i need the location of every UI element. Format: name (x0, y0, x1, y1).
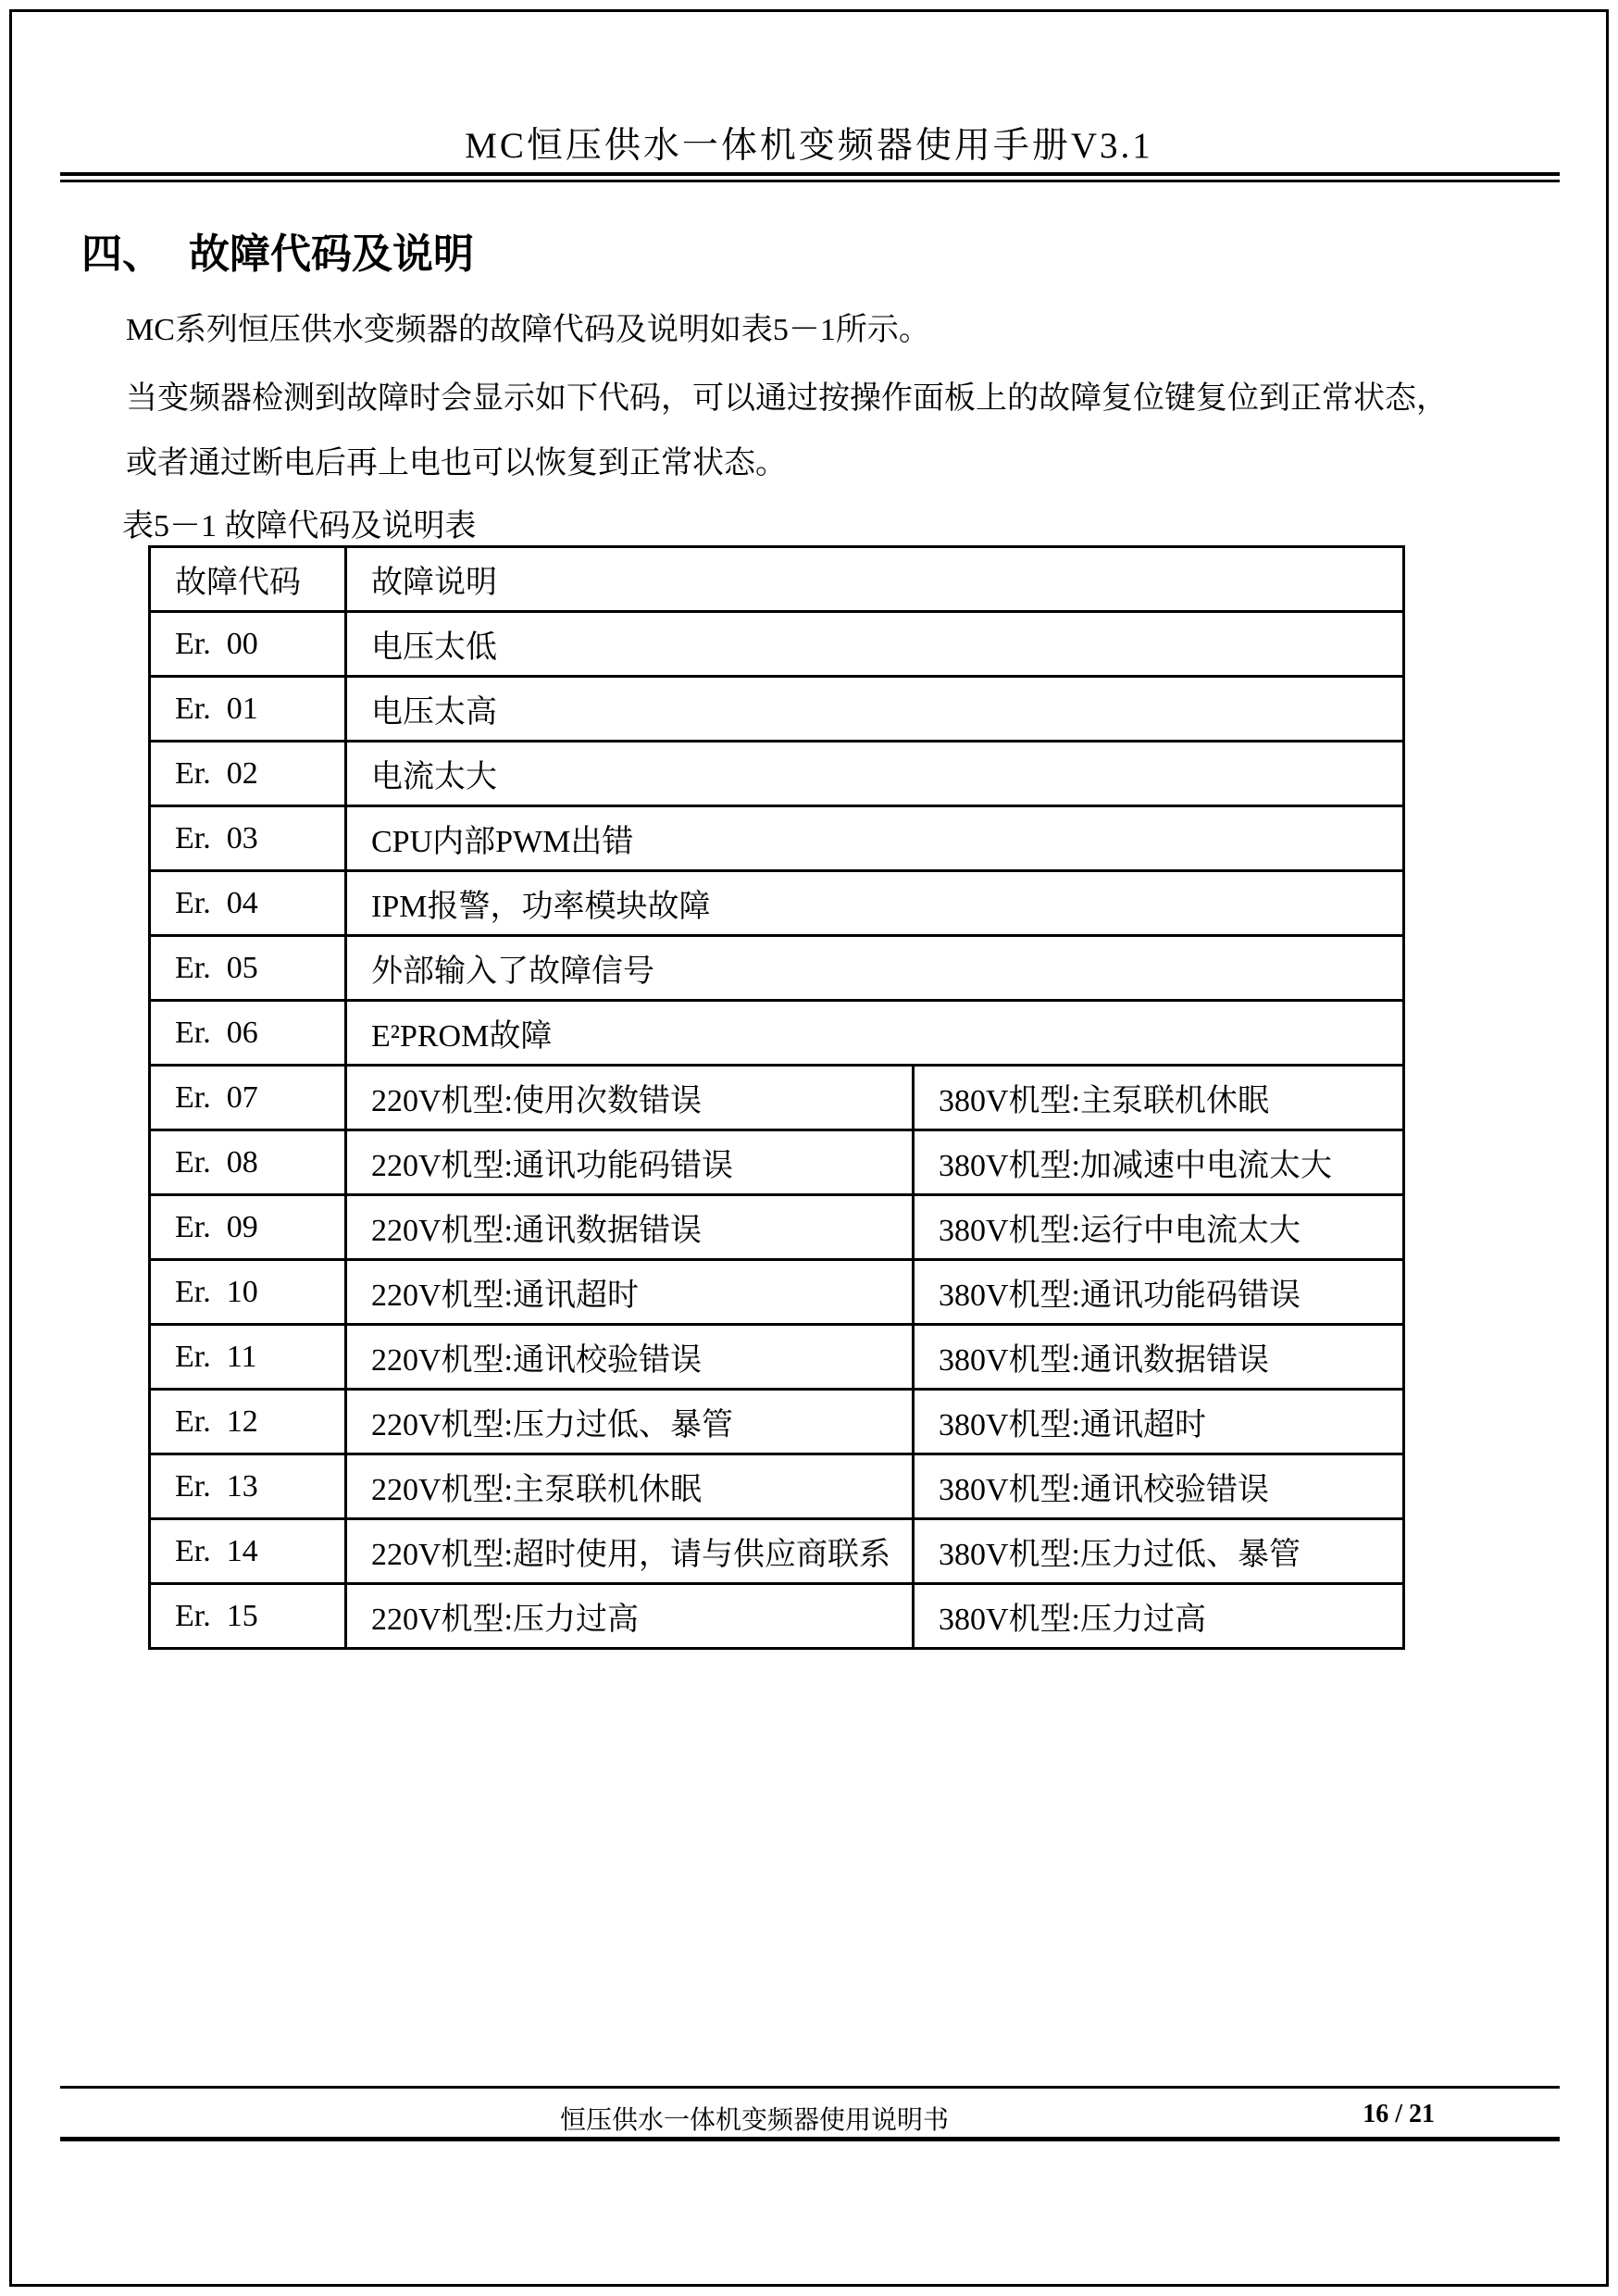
table-row (150, 677, 1404, 742)
fault-desc-380v-cell: 380V机型:加减速中电流太大 (914, 1130, 1404, 1195)
table-row (150, 1260, 1404, 1325)
table-row (150, 936, 1404, 1001)
fault-code-cell: Er. 12 (150, 1390, 346, 1454)
fault-desc-380v-cell: 380V机型:通讯校验错误 (914, 1454, 1404, 1519)
fault-desc-380v-cell: 380V机型:通讯功能码错误 (914, 1260, 1404, 1325)
fault-code-cell: Er. 15 (150, 1584, 346, 1649)
fault-desc-220v-cell: 220V机型:通讯校验错误 (346, 1325, 914, 1390)
fault-code-cell: Er. 14 (150, 1519, 346, 1584)
table-row (150, 1066, 1404, 1130)
table-row (150, 1454, 1404, 1519)
header-rule (60, 172, 1560, 182)
table-row (150, 806, 1404, 871)
section-title: 故障代码及说明 (189, 231, 474, 277)
fault-code-cell: Er. 10 (150, 1260, 346, 1325)
fault-code-cell: Er. 02 (150, 742, 346, 806)
table-row (150, 742, 1404, 806)
fault-desc-380v-cell: 380V机型:压力过高 (914, 1584, 1404, 1649)
fault-code-cell: Er. 06 (150, 1001, 346, 1066)
table-row (150, 1001, 1404, 1066)
section-heading (81, 220, 474, 280)
table-row (150, 1390, 1404, 1454)
fault-code-cell: Er. 00 (150, 612, 346, 677)
fault-code-cell: Er. 03 (150, 806, 346, 871)
footer-rule-bottom (60, 2137, 1560, 2141)
section-number: 四、 (81, 231, 163, 277)
table-row (150, 1195, 1404, 1260)
fault-desc-380v-cell: 380V机型:运行中电流太大 (914, 1195, 1404, 1260)
fault-desc-380v-cell: 380V机型:通讯超时 (914, 1390, 1404, 1454)
fault-code-cell: Er. 04 (150, 871, 346, 936)
column-header-desc: 故障说明 (346, 547, 1404, 612)
document-title: MC恒压供水一体机变频器使用手册V3.1 (465, 126, 1153, 166)
fault-desc-220v-cell: 220V机型:通讯数据错误 (346, 1195, 914, 1260)
fault-code-cell: Er. 07 (150, 1066, 346, 1130)
fault-desc-380v-cell: 380V机型:主泵联机休眠 (914, 1066, 1404, 1130)
fault-desc-220v-cell: 220V机型:压力过高 (346, 1584, 914, 1649)
table-row (150, 1519, 1404, 1584)
fault-desc-cell: 电压太低 (346, 612, 1404, 677)
footer-doc-name: 恒压供水一体机变频器使用说明书 (559, 2106, 949, 2135)
fault-desc-220v-cell: 220V机型:超时使用，请与供应商联系 (346, 1519, 914, 1584)
fault-desc-380v-cell: 380V机型:压力过低、暴管 (914, 1519, 1404, 1584)
table-row (150, 1130, 1404, 1195)
fault-desc-220v-cell: 220V机型:使用次数错误 (346, 1066, 914, 1130)
fault-desc-cell: 电压太高 (346, 677, 1404, 742)
table-row (150, 612, 1404, 677)
paragraph: 或者通过断电后再上电也可以恢复到正常状态。 (126, 446, 787, 480)
fault-desc-cell: IPM报警，功率模块故障 (346, 871, 1404, 936)
table-caption: 表5－1 故障代码及说明表 (122, 509, 477, 543)
fault-code-cell: Er. 05 (150, 936, 346, 1001)
fault-code-cell: Er. 11 (150, 1325, 346, 1390)
table-row (150, 1325, 1404, 1390)
footer-page-number: 16 / 21 (1363, 2100, 1435, 2128)
fault-code-cell: Er. 08 (150, 1130, 346, 1195)
fault-desc-cell: CPU内部PWM出错 (346, 806, 1404, 871)
fault-code-cell: Er. 09 (150, 1195, 346, 1260)
footer-rule-top (60, 2086, 1560, 2089)
paragraph: MC系列恒压供水变频器的故障代码及说明如表5－1所示。 (126, 313, 930, 347)
fault-code-cell: Er. 01 (150, 677, 346, 742)
fault-code-cell: Er. 13 (150, 1454, 346, 1519)
fault-desc-cell: 电流太大 (346, 742, 1404, 806)
fault-desc-220v-cell: 220V机型:主泵联机休眠 (346, 1454, 914, 1519)
fault-desc-220v-cell: 220V机型:通讯功能码错误 (346, 1130, 914, 1195)
fault-desc-cell: 外部输入了故障信号 (346, 936, 1404, 1001)
table-row (150, 1584, 1404, 1649)
fault-desc-220v-cell: 220V机型:压力过低、暴管 (346, 1390, 914, 1454)
fault-desc-220v-cell: 220V机型:通讯超时 (346, 1260, 914, 1325)
paragraph: 当变频器检测到故障时会显示如下代码，可以通过按操作面板上的故障复位键复位到正常状态， (126, 381, 1448, 416)
column-header-code: 故障代码 (150, 547, 346, 612)
table-row (150, 871, 1404, 936)
fault-desc-cell: E²PROM故障 (346, 1001, 1404, 1066)
table-header-row (150, 547, 1404, 612)
fault-table (148, 545, 1405, 1650)
fault-desc-380v-cell: 380V机型:通讯数据错误 (914, 1325, 1404, 1390)
